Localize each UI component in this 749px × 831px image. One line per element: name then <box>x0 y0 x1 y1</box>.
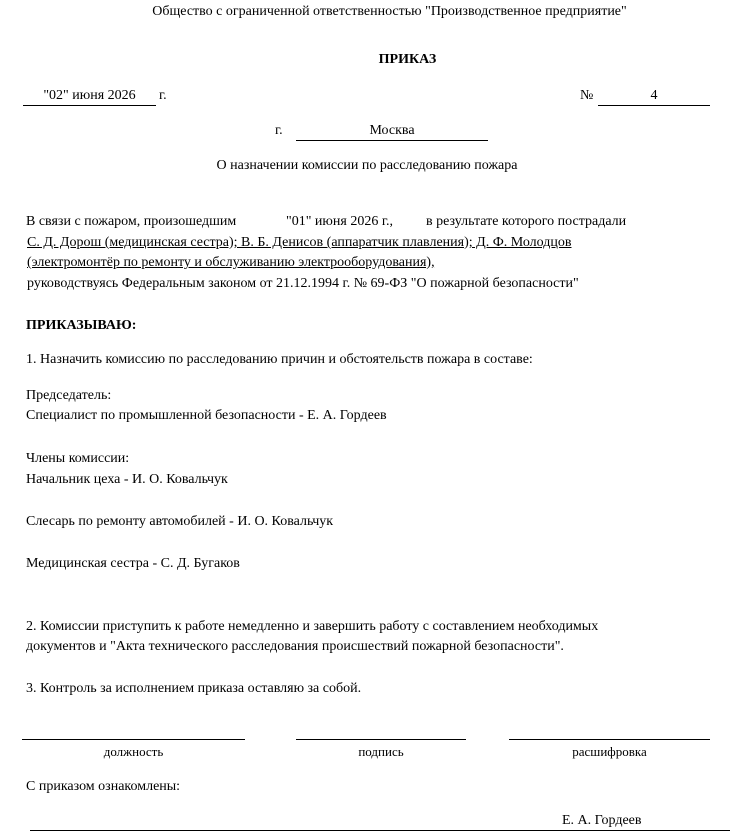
member-item: Медицинская сестра - С. Д. Бугаков <box>26 556 240 571</box>
preamble-line4: руководствуясь Федеральным законом от 21.12.1994 г. № 69-ФЗ "О пожарной безопасности" <box>27 276 579 291</box>
city-prefix: г. <box>275 123 283 138</box>
position-line <box>22 739 245 740</box>
decoding-label: расшифровка <box>572 744 647 759</box>
chair: Специалист по промышленной безопасности - Е. А. Гордеев <box>26 408 387 423</box>
chair-label: Председатель: <box>26 388 112 403</box>
fire-date: "01" июня 2026 г., <box>286 214 393 229</box>
member-item: Начальник цеха - И. О. Ковальчук <box>26 472 228 487</box>
order-number: 4 <box>598 88 710 106</box>
preamble-line1-end: в результате которого пострадали <box>426 214 627 229</box>
members-label: Члены комиссии: <box>26 451 130 466</box>
decoding-line <box>509 739 710 740</box>
acknowledged-name: Е. А. Гордеев <box>562 813 642 828</box>
item1: 1. Назначить комиссию по расследованию причин и обстоятельств пожара в составе: <box>26 352 533 367</box>
order-word: ПРИКАЗЫВАЮ: <box>26 318 137 333</box>
acknowledgement-label: С приказом ознакомлены: <box>26 779 181 794</box>
order-number-label: № <box>580 88 594 103</box>
order-subject: О назначении комиссии по расследованию пожара <box>216 158 518 173</box>
item3: 3. Контроль за исполнением приказа оставляю за собой. <box>26 681 362 696</box>
order-city: Москва <box>296 123 488 141</box>
victims-line2: (электромонтёр по ремонту и обслуживанию электрооборудования), <box>27 255 435 270</box>
item2-line2: документов и "Акта технического расследования происшествий пожарной безопасности". <box>26 639 564 654</box>
order-title: ПРИКАЗ <box>378 52 437 67</box>
member-item: Слесарь по ремонту автомобилей - И. О. Ковальчук <box>26 514 334 529</box>
position-label: должность <box>103 744 164 759</box>
preamble-line1-start: В связи с пожаром, произошедшим <box>26 214 237 229</box>
victims-line1: С. Д. Дорош (медицинская сестра); В. Б. Денисов (аппаратчик плавления); Д. Ф. Молодцов <box>27 235 572 250</box>
item2-line1: 2. Комиссии приступить к работе немедленно и завершить работу с составлением необходимых <box>26 619 599 634</box>
order-date: "02" июня 2026 <box>23 88 156 106</box>
organization-name: Общество с ограниченной ответственностью "Производственное предприятие" <box>152 4 627 19</box>
signature-label: подпись <box>358 744 404 759</box>
order-date-suffix: г. <box>159 88 167 103</box>
signature-line <box>296 739 466 740</box>
